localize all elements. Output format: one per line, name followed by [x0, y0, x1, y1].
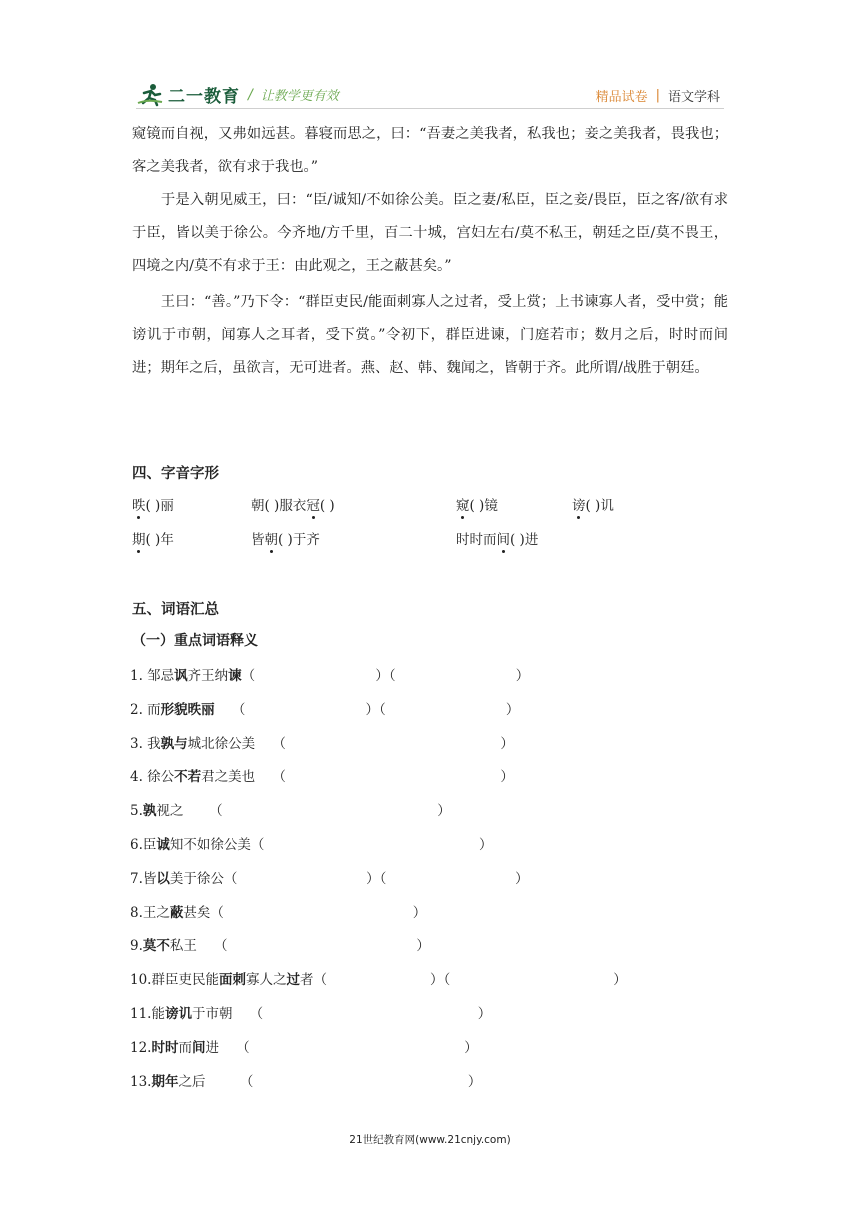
phrase-text: 视之 — [156, 803, 184, 820]
key-word: 谏 — [228, 668, 242, 684]
passage-paragraph-2: 于是入朝见威王，曰：“臣/诚知/不如徐公美。臣之妻/私臣，臣之妾/畏臣，臣之客/欲有求于臣，皆以美于徐公。今齐地/方千里，百二十城，宫妇左右/莫不私王，朝廷之臣/莫不畏王，四境之内/莫不有求于王：由此观之，王之蔽甚矣。” — [132, 192, 728, 274]
vocab-number: 2. — [130, 701, 148, 718]
header-rule — [136, 108, 724, 109]
phrase-text: 私王 — [169, 938, 197, 955]
key-word: 孰 — [142, 803, 157, 820]
key-word: 间 — [191, 1039, 206, 1056]
key-word: 谤讥 — [164, 1006, 192, 1022]
section-4-title: 四、字音字形 — [132, 466, 219, 482]
answer-blank[interactable]: （ ） — [196, 938, 430, 955]
header-logo — [136, 82, 339, 107]
phrase-text: 邹忌 — [147, 668, 175, 684]
vocab-item — [130, 934, 430, 954]
phrase-text: 而 — [147, 701, 161, 718]
answer-blank[interactable]: （ ） — [250, 837, 493, 853]
subsection-title: （一）重点词语释义 — [132, 633, 258, 649]
key-word: 不若 — [174, 769, 202, 786]
vocab-item — [130, 1036, 478, 1056]
phrase-text: 进 — [205, 1039, 219, 1056]
passage-paragraph-3: 王曰：“善。”乃下令：“群臣吏民/能面刺寡人之过者，受上赏；上书谏寡人者，受中赏；能谤讥于市朝，闻寡人之耳者，受下赏。”令初下，群臣进谏，门庭若市；数月之后，时时而间进；期年之后，虽欲言，无可进者。燕、赵、韩、魏闻之，皆朝于齐。此所谓/战胜于朝廷。 — [132, 294, 728, 376]
key-word: 莫不 — [142, 938, 170, 955]
phrase-text: 我 — [147, 735, 161, 752]
vocab-item — [130, 765, 514, 785]
phrase-text: 齐王纳 — [187, 668, 229, 684]
char-item: 皆朝( )于齐 — [251, 528, 320, 548]
logo-text: 二一教育 — [168, 87, 240, 107]
key-word: 时时 — [151, 1039, 179, 1056]
vocab-item — [130, 732, 514, 752]
phrase-text: 甚矣 — [183, 904, 211, 921]
running-figure-icon — [136, 83, 164, 107]
phrase-text: 徐公 — [147, 769, 175, 786]
vocab-number: 4. — [130, 769, 148, 786]
phrase-text: 皆 — [142, 870, 157, 887]
answer-blank[interactable]: （ ） — [183, 803, 451, 820]
subject-label: 语文学科 — [667, 90, 720, 105]
vocab-item — [130, 901, 426, 921]
answer-blank[interactable]: （ ）（ ） — [241, 668, 530, 684]
header-right — [596, 86, 720, 105]
key-word: 讽 — [174, 668, 188, 684]
char-item: 朝( )服衣冠( ) — [251, 494, 335, 514]
paper-tag: 精品试卷 — [595, 90, 648, 105]
key-word: 期年 — [151, 1073, 179, 1090]
vocab-item — [130, 664, 529, 684]
header-divider: | — [655, 88, 660, 103]
char-item: 期( )年 — [132, 528, 174, 548]
phrase-text: 美于徐公 — [169, 870, 224, 887]
char-item: 窥( )镜 — [456, 494, 498, 514]
vocab-number: 3. — [130, 735, 148, 752]
vocab-item — [130, 833, 492, 853]
key-word: 诚 — [156, 837, 170, 853]
answer-blank[interactable]: （ ） — [255, 735, 514, 752]
key-word: 蔽 — [169, 904, 184, 921]
vocab-number: 11. — [130, 1006, 152, 1022]
vocab-number: 6. — [130, 837, 143, 853]
vocab-number: 9. — [130, 938, 143, 955]
answer-blank[interactable]: （ ）（ ） — [223, 870, 529, 887]
phrase-text: 之后 — [178, 1073, 206, 1090]
phrase-text: 知不如徐公美 — [169, 837, 251, 853]
vocab-item — [130, 698, 519, 718]
phrase-text: 王之 — [142, 904, 170, 921]
footer-source: 21世纪教育网(www.21cnjy.com) — [349, 1134, 511, 1146]
vocab-number: 1. — [130, 668, 148, 684]
vocab-number: 8. — [130, 904, 143, 921]
key-word: 过 — [286, 972, 300, 989]
phrase-text: 臣 — [142, 837, 157, 853]
vocab-number: 5. — [130, 803, 143, 820]
vocab-number: 10. — [130, 972, 152, 989]
key-word: 孰与 — [160, 735, 188, 752]
vocab-item — [130, 867, 529, 887]
answer-blank[interactable]: （ ） — [210, 904, 427, 921]
phrase-text: 群臣吏民能 — [151, 972, 219, 989]
section-5-title: 五、词语汇总 — [132, 602, 219, 618]
key-word: 面刺 — [218, 972, 246, 989]
char-item: 时时而间( )进 — [456, 528, 538, 548]
passage-paragraph-1: 窥镜而自视，又弗如远甚。暮寝而思之，曰：“吾妻之美我者，私我也；妾之美我者，畏我也；客之美我者，欲有求于我也。” — [132, 126, 728, 175]
answer-blank[interactable]: （ ）（ ） — [313, 972, 627, 989]
char-item: 谤( )讥 — [572, 494, 614, 514]
vocab-item — [130, 799, 451, 819]
logo-slogan: 让教学更有效 — [260, 89, 339, 104]
pronunciation-row-1 — [132, 494, 174, 514]
phrase-text: 于市朝 — [191, 1006, 233, 1022]
key-word: 形貌昳丽 — [160, 701, 215, 718]
answer-blank[interactable]: （ ） — [255, 769, 514, 786]
vocab-item — [130, 968, 627, 988]
vocab-number: 13. — [130, 1073, 152, 1090]
phrase-text: 能 — [151, 1006, 165, 1022]
vocab-item — [130, 1002, 491, 1022]
key-word: 以 — [156, 870, 170, 887]
phrase-text: 者 — [299, 972, 314, 989]
phrase-text: 君之美也 — [201, 769, 256, 786]
phrase-text: 城北徐公美 — [187, 735, 256, 752]
answer-blank[interactable]: （ ）（ ） — [214, 701, 520, 718]
phrase-text: 而 — [178, 1039, 192, 1056]
phrase-text: 寡人之 — [245, 972, 287, 989]
vocab-item — [130, 1070, 481, 1090]
vocab-number: 12. — [130, 1039, 152, 1056]
answer-blank[interactable]: （ ） — [218, 1039, 478, 1056]
logo-separator: / — [248, 86, 253, 103]
answer-blank[interactable]: （ ） — [232, 1006, 492, 1022]
answer-blank[interactable]: （ ） — [205, 1073, 482, 1090]
vocab-number: 7. — [130, 870, 143, 887]
char-item: 昳( )丽 — [132, 498, 174, 514]
